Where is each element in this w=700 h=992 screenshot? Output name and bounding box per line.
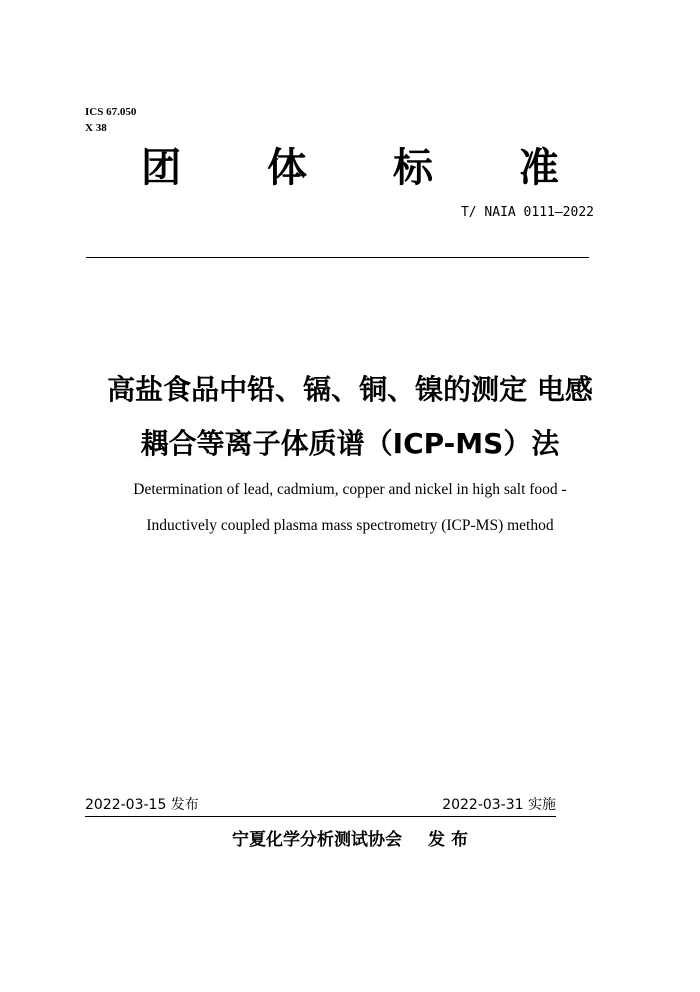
publish-action: 发 布 [428,830,468,850]
title-zh-line-1: 高盐食品中铅、镉、铜、镍的测定 电感 [107,373,593,406]
title-en-line-2: Inductively coupled plasma mass spectrometry (ICP-MS) method [146,517,554,534]
header-divider [86,257,589,258]
standard-number: T/ NAIA 0111—2022 [460,205,594,220]
publisher-line [0,827,700,853]
implementation-date: 2022-03-31 实施 [442,797,556,813]
publisher-organization: 宁夏化学分析测试协会 [232,830,403,850]
classification-codes [85,104,136,136]
title-zh-line-2: 耦合等离子体质谱（ICP-MS）法 [140,427,560,460]
ics-code: ICS 67.050 [85,106,137,118]
class-code: X 38 [85,122,107,134]
document-type-heading: 团 体 标 准 [141,145,595,191]
title-en-line-1: Determination of lead, cadmium, copper and nickel in high salt food - [133,481,567,498]
date-row [85,794,556,817]
issue-date: 2022-03-15 发布 [85,797,199,813]
